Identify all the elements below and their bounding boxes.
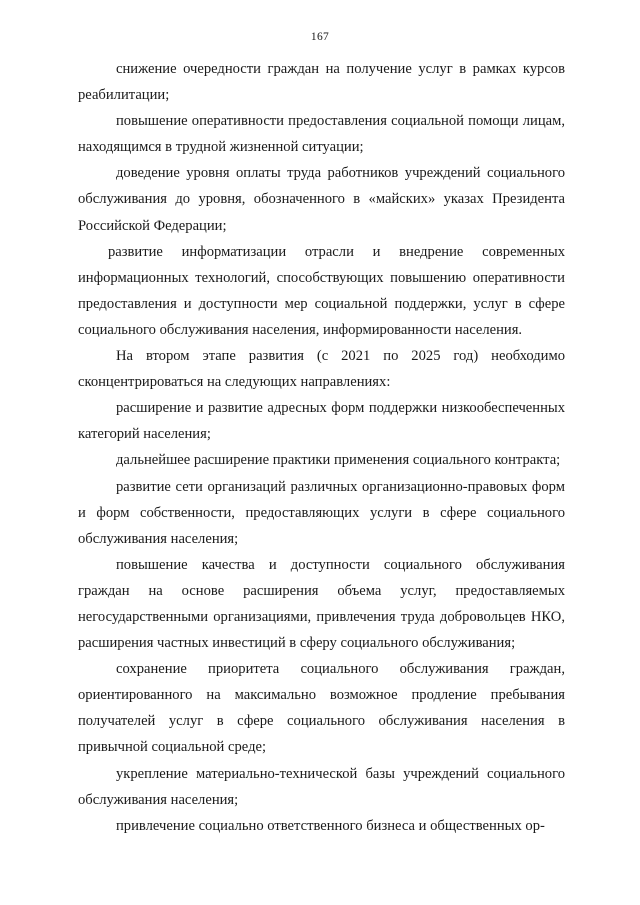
paragraph: укрепление материально-технической базы учреждений социального обслуживания населения; [78, 765, 565, 808]
page-number: 167 [310, 31, 330, 43]
paragraph: повышение оперативности предоставления социальной помощи лицам, находящимся в трудной жизненной ситуации; [78, 113, 565, 156]
paragraph: На втором этапе развития (с 2021 по 2025 год) необходимо сконцентрироваться на следующих направлениях: [78, 348, 565, 391]
paragraph: развитие информатизации отрасли и внедрение современных информационных технологий, способствующих повышению оперативности предоставления и доступности мер социальной поддержки, услуг в сфере социального обслуживания населения, информированности населения. [78, 243, 565, 338]
document-body [78, 56, 565, 839]
paragraph: расширение и развитие адресных форм поддержки низкообеспеченных категорий населения; [78, 400, 565, 443]
paragraph: развитие сети организаций различных организационно-правовых форм и форм собственности, предоставляющих услуги в сфере социального обслуживания населения; [78, 478, 565, 547]
paragraph: дальнейшее расширение практики применения социального контракта; [116, 452, 561, 469]
paragraph: привлечение социально ответственного бизнеса и общественных ор- [116, 817, 545, 834]
paragraph: повышение качества и доступности социального обслуживания граждан на основе расширения объема услуг, предоставляемых негосударственными организациями, привлечения труда добровольцев НКО, расширения частных инвестиций в сферу социального обслуживания; [78, 556, 565, 652]
paragraph: доведение уровня оплаты труда работников учреждений социального обслуживания до уровня, обозначенного в «майских» указах Президента Российской Федерации; [78, 165, 565, 234]
paragraph: снижение очередности граждан на получение услуг в рамках курсов реабилитации; [78, 61, 565, 104]
paragraph: сохранение приоритета социального обслуживания граждан, ориентированного на максимально возможное продление пребывания получателей услуг в сфере социального обслуживания населения в привычной социальной среде; [78, 661, 565, 756]
